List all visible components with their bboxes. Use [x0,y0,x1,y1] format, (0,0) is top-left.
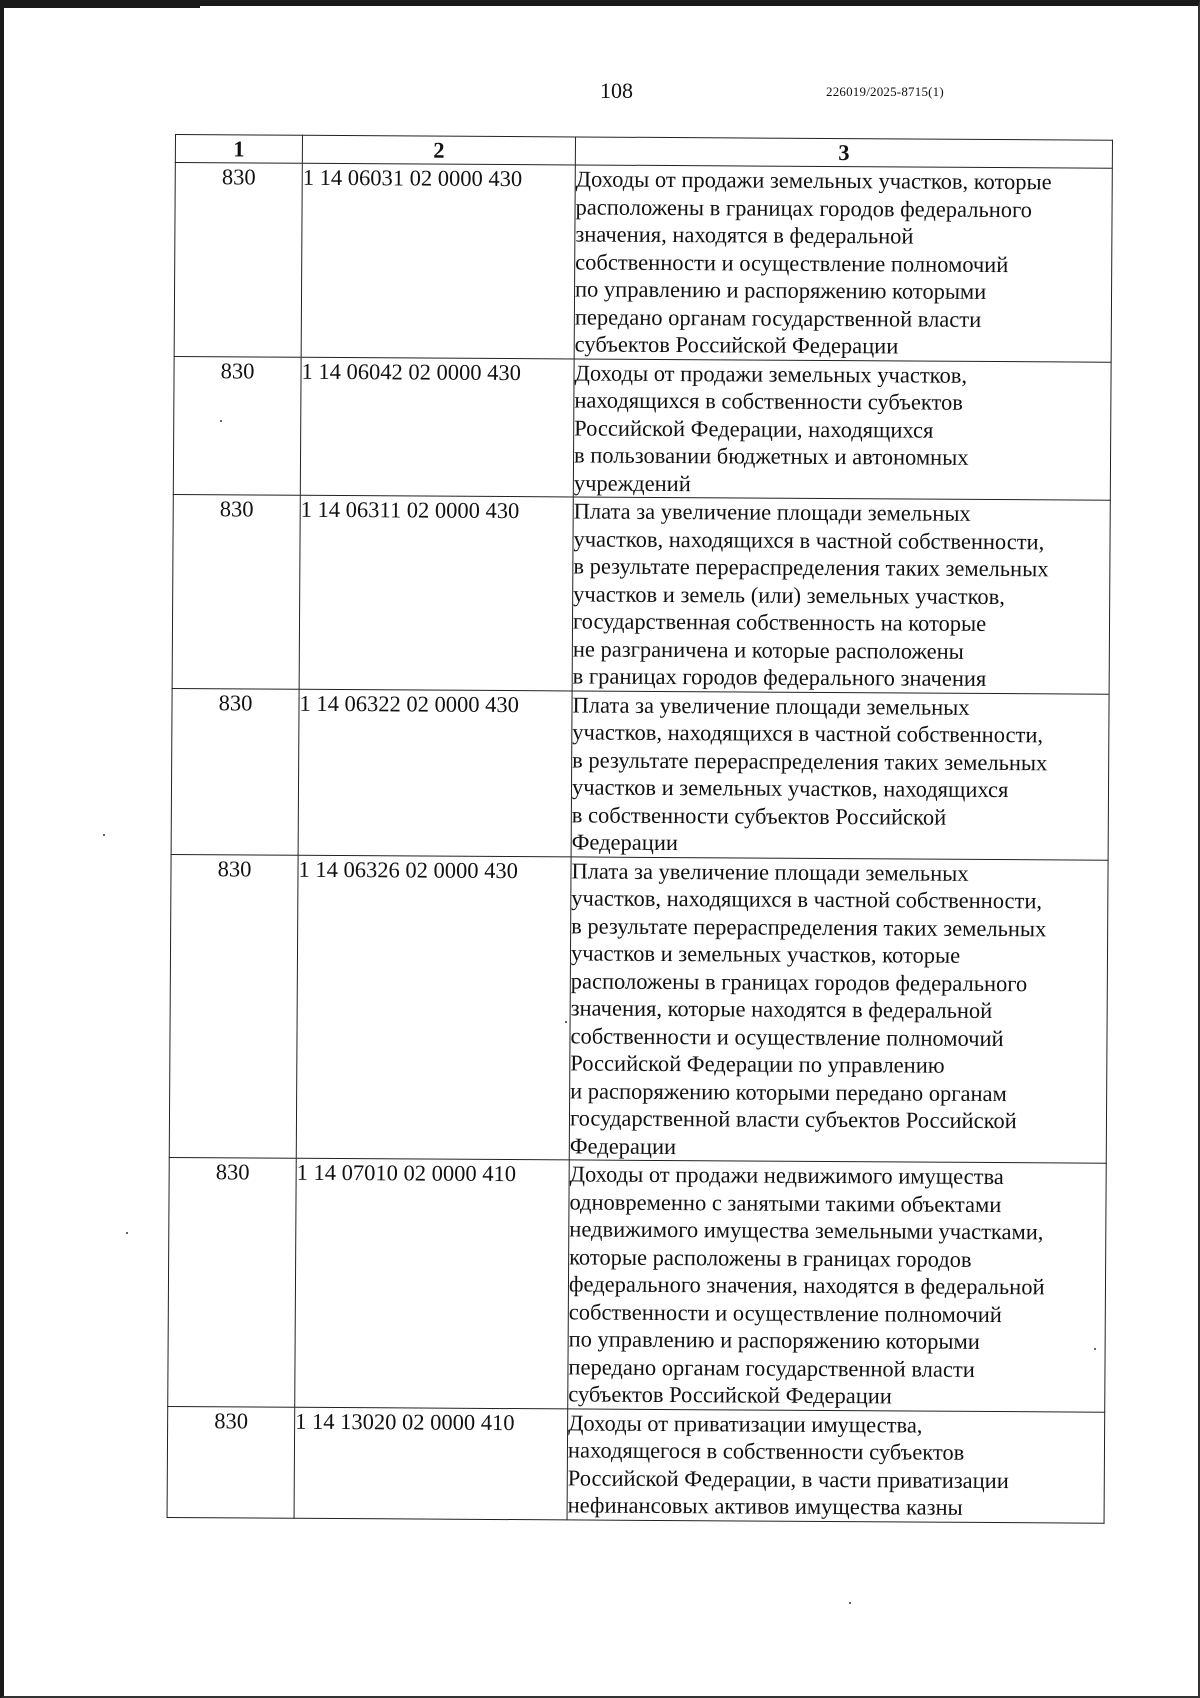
description-line: Российской Федерации, в части приватизации [567,1464,1009,1493]
table-row [168,1157,1107,1411]
revenue-description-cell [573,358,1111,500]
description-line: не разграничена и которые расположены [572,635,964,664]
admin-code-cell: 830 [173,356,301,495]
description-line: значения, находятся в федеральной [575,221,914,249]
scan-speck [220,420,222,422]
revenue-description-cell [574,165,1112,362]
scan-speck [565,1021,567,1023]
description-line: собственности и осуществление полномочий [568,1298,1002,1327]
revenue-description-cell [568,1160,1107,1412]
description-line: нефинансовых активов имущества казны [567,1492,963,1520]
scan-edge-mark [0,6,200,8]
description-line: в собственности субъектов Российской [571,801,947,830]
description-line: участков и земельных участков, находящихся [571,774,1009,803]
column-header-2: 2 [302,135,575,165]
description-line: и распоряжению которыми передано органам [570,1077,1007,1106]
admin-code-cell: 830 [174,163,302,357]
scan-speck [849,1602,851,1604]
description-line: Доходы от продажи земельных участков, которые [575,166,1052,195]
description-line: по управлению и распоряжению которыми [574,276,987,304]
description-line: находящихся в собственности субъектов [574,387,964,415]
description-line: участков и земель (или) земельных участков, [573,580,1006,609]
table-row [169,854,1108,1163]
column-header-1: 1 [175,135,302,164]
description-line: государственной власти субъектов Российской [569,1105,1017,1134]
description-line: Российской Федерации по управлению [570,1050,945,1078]
description-line: в результате перераспределения таких земельных [571,912,1047,941]
table-row [172,494,1110,693]
budget-code-cell: 1 14 06031 02 0000 430 [301,163,575,358]
description-line: собственности и осуществление полномочий [570,1022,1004,1051]
revenue-description-cell [571,690,1109,859]
budget-code-cell: 1 14 06326 02 0000 430 [296,855,571,1160]
description-line: Плата за увеличение площади земельных [573,498,971,526]
description-line: передано органам государственной власти [574,303,982,332]
page-number: 108 [600,78,633,103]
admin-code-cell: 830 [168,1157,297,1406]
description-line: в результате перераспределения таких земельных [573,553,1049,582]
budget-code-cell: 1 14 13020 02 0000 410 [294,1407,568,1520]
table-row [174,163,1112,362]
description-line: одновременно с занятыми такими объектами [569,1188,1002,1217]
revenue-description-cell [569,856,1108,1163]
revenue-description-cell [567,1408,1105,1522]
table-row [167,1406,1105,1523]
table-row [173,356,1111,500]
description-line: участков и земельных участков, которые [570,940,961,968]
description-line: государственная собственность на которые [572,608,987,636]
description-line: Доходы от продажи недвижимого имущества [569,1161,1004,1190]
admin-code-cell: 830 [167,1406,295,1518]
description-line: в пользовании бюджетных и автономных [573,442,969,470]
description-line: недвижимого имущества земельными участками, [569,1216,1044,1245]
description-line: Доходы от продажи земельных участков, [574,359,968,388]
admin-code-cell: 830 [171,688,299,855]
description-line: Плата за увеличение площади земельных [572,691,970,720]
description-line: расположены в границах городов федерального [575,193,1033,222]
description-line: участков, находящихся в частной собственности, [571,885,1043,914]
scan-speck [103,834,105,836]
description-line: Доходы от приватизации имущества, [568,1409,923,1438]
description-line: в границах городов федерального значения [572,663,987,691]
description-line: которые расположены в границах городов [569,1243,972,1272]
budget-code-cell: 1 14 06042 02 0000 430 [300,357,574,497]
revenue-codes-table [167,134,1113,1523]
scan-speck [126,1232,128,1234]
description-line: находящегося в собственности субъектов [567,1437,965,1465]
description-line: собственности и осуществление полномочий [575,248,1009,277]
budget-code-cell: 1 14 06311 02 0000 430 [299,495,573,690]
description-line: федерального значения, находятся в федеральной [568,1271,1045,1300]
description-line: Федерации [571,829,679,856]
description-line: Плата за увеличение площади земельных [571,857,969,886]
table-row [171,688,1109,860]
description-line: Федерации [569,1132,677,1159]
description-line: субъектов Российской Федерации [574,331,899,359]
description-line: Российской Федерации, находящихся [574,414,934,443]
description-line: расположены в границах городов федерального [570,967,1028,996]
description-line: в результате перераспределения таких земельных [572,746,1048,775]
table-body [167,163,1112,1523]
scan-speck [1094,1348,1096,1350]
description-line: передано органам государственной власти [568,1353,975,1382]
revenue-description-cell [572,497,1110,694]
column-header-3: 3 [575,137,1112,168]
admin-code-cell: 830 [169,854,298,1158]
document-reference: 226019/2025-8715(1) [826,84,944,99]
budget-code-cell: 1 14 07010 02 0000 410 [295,1158,570,1408]
description-line: по управлению и распоряжению которыми [568,1326,980,1354]
description-line: субъектов Российской Федерации [568,1381,892,1409]
description-line: участков, находящихся в частной собственности, [572,719,1044,748]
description-line: учреждений [573,469,691,496]
description-line: участков, находящихся в частной собственности, [573,525,1045,554]
description-line: значения, которые находятся в федеральной [570,995,993,1024]
budget-code-cell: 1 14 06322 02 0000 430 [298,689,572,857]
admin-code-cell: 830 [172,494,300,688]
